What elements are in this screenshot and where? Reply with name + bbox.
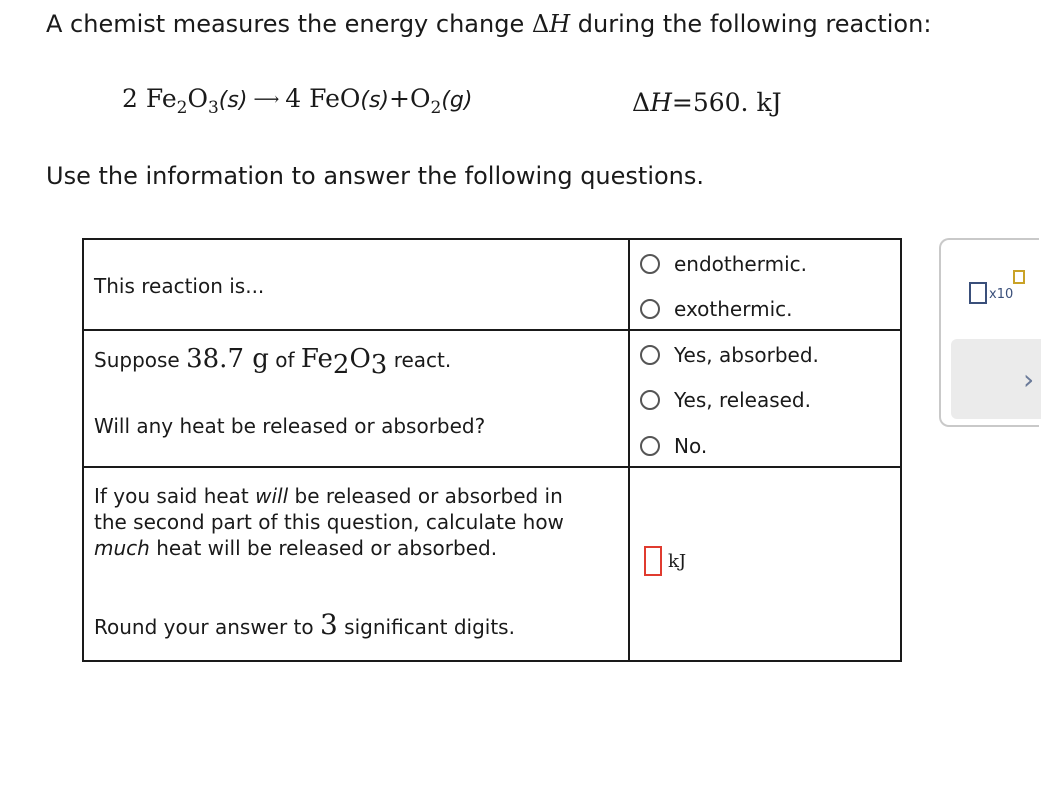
eq-r-state: (s) bbox=[218, 88, 248, 113]
eq-plus: + bbox=[389, 84, 410, 113]
suppose-unit: g bbox=[243, 344, 269, 374]
radio-no[interactable] bbox=[640, 436, 660, 456]
enthalpy-value bbox=[632, 88, 782, 117]
option-exothermic-label: exothermic. bbox=[674, 297, 793, 321]
option-no-label: No. bbox=[674, 434, 708, 458]
option-exothermic[interactable] bbox=[640, 297, 793, 321]
question-calculate bbox=[94, 483, 564, 561]
eq-p1: FeO bbox=[309, 84, 361, 113]
answer-row bbox=[644, 546, 686, 576]
question-suppose bbox=[94, 344, 452, 380]
calc-line3-b: heat will be released or absorbed. bbox=[149, 536, 498, 560]
round-num: 3 bbox=[320, 608, 338, 641]
radio-yes-absorbed[interactable] bbox=[640, 345, 660, 365]
radio-exothermic[interactable] bbox=[640, 299, 660, 319]
eq-p2-state: (g) bbox=[441, 88, 473, 113]
intro-h: H bbox=[549, 10, 571, 38]
calc-line3 bbox=[94, 535, 564, 561]
option-endothermic-label: endothermic. bbox=[674, 252, 807, 276]
dh-unit: kJ bbox=[748, 88, 782, 117]
calc-line1-a: If you said heat bbox=[94, 484, 256, 508]
eq-p2-sub: 2 bbox=[430, 98, 442, 118]
option-yes-released-label: Yes, released. bbox=[674, 388, 811, 412]
calc-line1-b: be released or absorbed in bbox=[288, 484, 563, 508]
reaction-arrow-icon: ⟶ bbox=[253, 89, 280, 110]
suppose-mass: 38.7 bbox=[186, 344, 244, 374]
calc-line1 bbox=[94, 483, 564, 509]
round-a: Round your answer to bbox=[94, 615, 320, 639]
question-table bbox=[82, 238, 902, 662]
x10-label: x10 bbox=[989, 287, 1014, 302]
instructions-text: Use the information to answer the following questions. bbox=[46, 162, 705, 190]
eq-coef2: 4 bbox=[285, 84, 310, 113]
tool-next-button[interactable] bbox=[951, 339, 1041, 419]
eq-r-elem2: O bbox=[187, 84, 208, 113]
suppose-suffix: react. bbox=[387, 348, 452, 372]
option-endothermic[interactable] bbox=[640, 252, 807, 276]
radio-yes-released[interactable] bbox=[640, 390, 660, 410]
table-divider-vertical bbox=[628, 240, 630, 660]
intro-prefix: A chemist measures the energy change bbox=[46, 10, 532, 38]
question-reaction-type: This reaction is... bbox=[94, 274, 265, 298]
dh-number: 560. bbox=[692, 88, 749, 117]
option-no[interactable] bbox=[640, 434, 707, 458]
suppose-sub1: 2 bbox=[332, 350, 350, 380]
scientific-notation-button[interactable] bbox=[969, 270, 1029, 310]
rounding-instruction bbox=[94, 608, 515, 641]
eq-r-sub1: 2 bbox=[176, 98, 188, 118]
round-b: significant digits. bbox=[337, 615, 515, 639]
dh-h: H bbox=[650, 88, 672, 117]
eq-r-sub2: 3 bbox=[207, 98, 219, 118]
option-yes-absorbed[interactable] bbox=[640, 343, 819, 367]
radio-endothermic[interactable] bbox=[640, 254, 660, 274]
dh-eq: = bbox=[671, 88, 693, 117]
suppose-of: of bbox=[268, 348, 301, 372]
option-yes-released[interactable] bbox=[640, 388, 811, 412]
dh-delta: Δ bbox=[632, 88, 651, 117]
chevron-right-icon: › bbox=[1023, 363, 1035, 396]
question-heat: Will any heat be released or absorbed? bbox=[94, 414, 486, 438]
calc-line2: the second part of this question, calculate how bbox=[94, 510, 564, 534]
suppose-o: O bbox=[349, 344, 371, 374]
intro-suffix: during the following reaction: bbox=[570, 10, 932, 38]
intro-delta: Δ bbox=[531, 10, 550, 38]
eq-coef1: 2 bbox=[122, 84, 146, 113]
eq-p2: O bbox=[409, 84, 431, 113]
reaction-equation bbox=[122, 84, 473, 118]
table-divider-row1 bbox=[84, 329, 900, 331]
tool-panel bbox=[939, 238, 1039, 427]
answer-unit: kJ bbox=[668, 550, 687, 572]
intro-text bbox=[46, 10, 931, 38]
heat-answer-input[interactable] bbox=[644, 546, 662, 576]
suppose-fe: Fe bbox=[300, 344, 333, 374]
suppose-sub2: 3 bbox=[370, 350, 388, 380]
exponent-box-icon bbox=[1013, 270, 1025, 284]
eq-r-elem1: Fe bbox=[145, 84, 177, 113]
eq-p1-state: (s) bbox=[360, 88, 390, 113]
option-yes-absorbed-label: Yes, absorbed. bbox=[674, 343, 819, 367]
table-divider-row2 bbox=[84, 466, 900, 468]
calc-line3-em: much bbox=[94, 536, 150, 560]
calc-line1-em: will bbox=[255, 484, 289, 508]
x10-box-icon bbox=[969, 282, 987, 304]
suppose-prefix: Suppose bbox=[94, 348, 187, 372]
